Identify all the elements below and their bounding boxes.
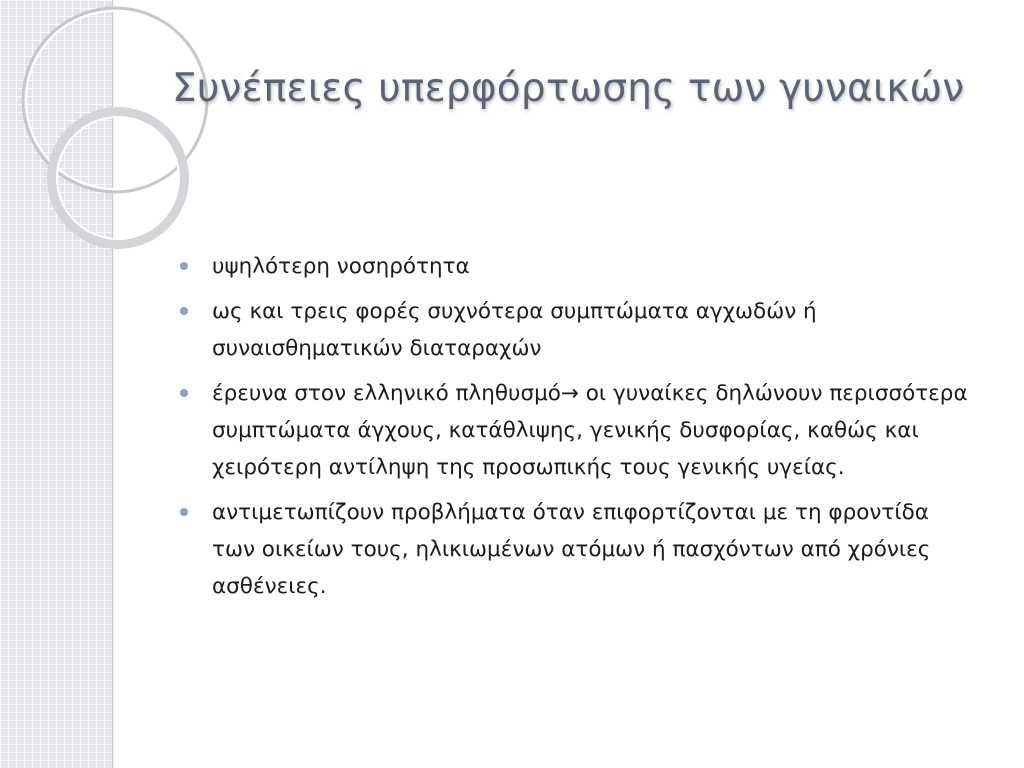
bullet-text: έρευνα στον ελληνικό πληθυσμό→ οι γυναίκες δηλώνουν περισσότερα συμπτώματα άγχους, κατάθλιψης, γενικής δυσφορίας, καθώς και χειρότερη αντίληψη της προσωπικής τους γενικής υγείας. [212,381,968,480]
slide-title: Συνέπειες υπερφόρτωσης των γυναικών [172,66,965,111]
bullet-item [178,494,978,605]
decorative-circle-small-highlight [57,117,179,239]
bullet-item [178,293,978,367]
bullet-text: αντιμετωπίζουν προβλήματα όταν επιφορτίζονται με τη φροντίδα των οικείων τους, ηλικιωμένων ατόμων ή πασχόντων από χρόνιες ασθένειες. [212,500,931,599]
bullet-dot-icon [180,508,188,516]
bullet-dot-icon [180,262,188,270]
bullet-text: υψηλότερη νοσηρότητα [212,254,470,279]
bullet-dot-icon [180,307,188,315]
bullet-item [178,248,978,285]
bullet-dot-icon [180,389,188,397]
bullet-item [178,375,978,486]
bullet-text: ως και τρεις φορές συχνότερα συμπτώματα αγχωδών ή συναισθηματικών διαταραχών [212,299,817,361]
bullet-list [178,248,978,613]
